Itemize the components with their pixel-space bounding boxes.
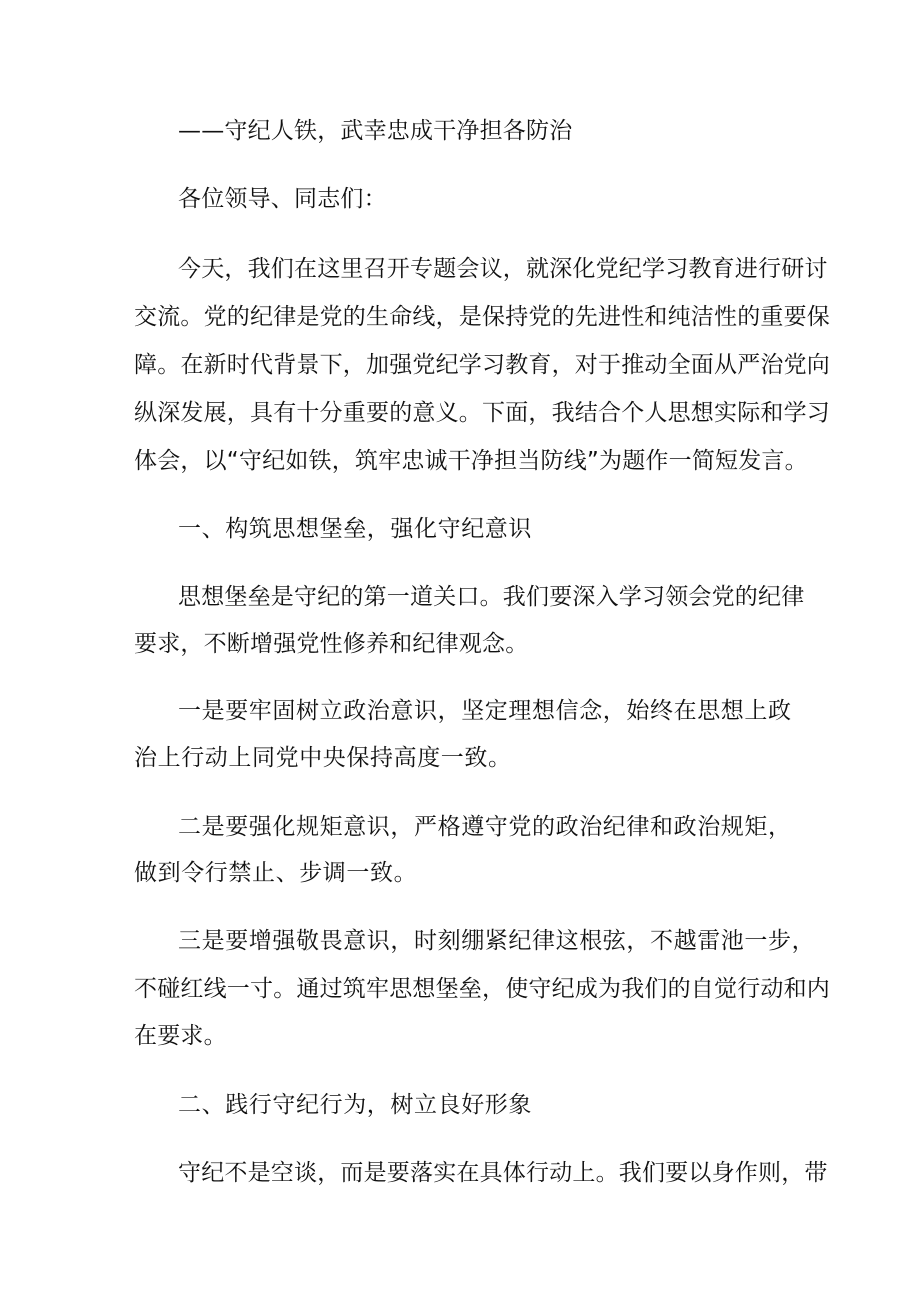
paragraph-line: 做到令行禁止、步调一致。 bbox=[134, 860, 418, 886]
paragraph-line: 思想堡垒是守纪的第一道关口。我们要深入学习领会党的纪律 bbox=[178, 584, 805, 610]
paragraph-line: 不碰红线一寸。通过筑牢思想堡垒，使守纪成为我们的自觉行动和内 bbox=[134, 976, 830, 1002]
paragraph-line: 一是要牢固树立政治意识，坚定理想信念，始终在思想上政 bbox=[178, 698, 792, 724]
paragraph-line: 三是要增强敬畏意识，时刻绷紧纪律这根弦，不越雷池一步， bbox=[178, 928, 816, 954]
paragraph-line: 治上行动上同党中央保持高度一致。 bbox=[134, 745, 512, 771]
paragraph-line: 二是要强化规矩意识，严格遵守党的政治纪律和政治规矩， bbox=[178, 814, 792, 840]
paragraph-line: 在要求。 bbox=[134, 1023, 227, 1049]
section-heading-2: 二、践行守纪行为，树立良好形象 bbox=[178, 1092, 532, 1118]
paragraph-line: 体会，以“守纪如铁，筑牢忠诚干净担当防线”为题作一简短发言。 bbox=[134, 448, 808, 474]
document-subtitle: ——守纪人铁，武幸忠成干净担各防治 bbox=[178, 118, 573, 144]
paragraph-line: 今天，我们在这里召开专题会议，就深化党纪学习教育进行研讨 bbox=[178, 256, 828, 282]
section-heading-1: 一、构筑思想堡垒，强化守纪意识 bbox=[178, 516, 532, 542]
paragraph-line: 守纪不是空谈，而是要落实在具体行动上。我们要以身作则，带 bbox=[178, 1160, 828, 1186]
paragraph-line: 交流。党的纪律是党的生命线，是保持党的先进性和纯洁性的重要保 bbox=[134, 304, 830, 330]
paragraph-line: 要求，不断增强党性修养和纪律观念。 bbox=[134, 631, 529, 657]
paragraph-line: 纵深发展，具有十分重要的意义。下面，我结合个人思想实际和学习 bbox=[134, 400, 830, 426]
paragraph-line: 障。在新时代背景下，加强党纪学习教育，对于推动全面从严治党向 bbox=[134, 352, 830, 378]
salutation: 各位领导、同志们： bbox=[178, 186, 387, 212]
